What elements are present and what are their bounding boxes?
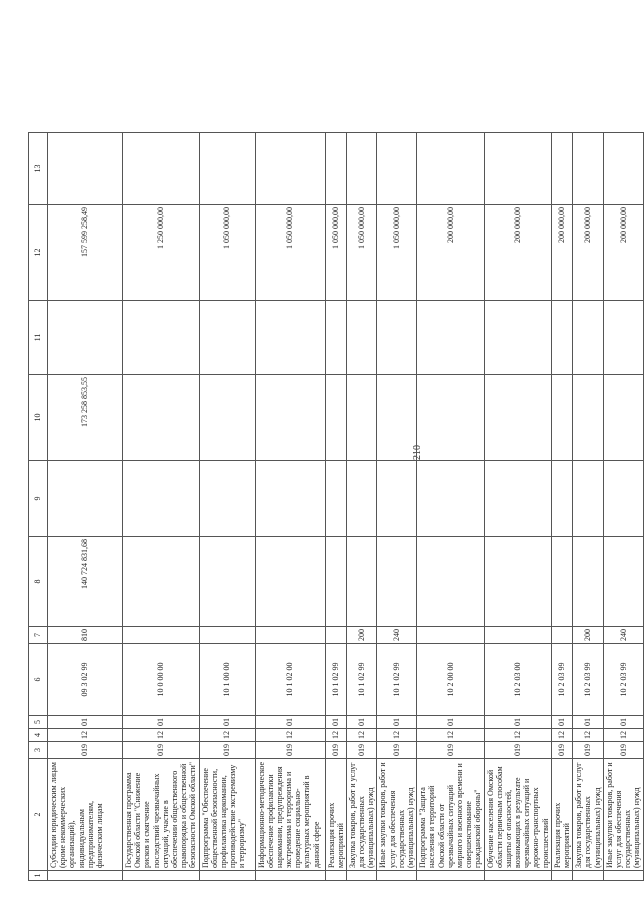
cell-c12: 200 000,00 [417,205,484,301]
cell-c8 [417,537,484,627]
cell-gr: 019 [603,742,643,759]
cell-cs: 10 2 03 99 [603,644,643,716]
column-header-3: 3 [29,742,48,759]
column-header-12: 12 [29,205,48,301]
cell-c9 [255,461,325,537]
table-row [484,133,551,881]
cell-c11 [484,301,551,375]
cell-rz: 12 [551,729,572,742]
cell-index [48,871,123,881]
cell-c10 [325,375,346,461]
table-body [48,133,644,881]
cell-c8 [551,537,572,627]
cell-vr [123,627,200,644]
cell-cs: 10 1 02 99 [325,644,346,716]
page-number: 210 [412,445,423,460]
cell-vr: 240 [603,627,643,644]
cell-gr: 019 [417,742,484,759]
cell-c9 [573,461,604,537]
cell-c9 [123,461,200,537]
cell-c10 [346,375,377,461]
cell-c11 [123,301,200,375]
cell-gr: 019 [377,742,417,759]
cell-gr: 019 [325,742,346,759]
cell-gr: 019 [48,742,123,759]
cell-c13 [551,133,572,205]
cell-vr: 200 [346,627,377,644]
cell-vr [255,627,325,644]
cell-rz: 12 [48,729,123,742]
cell-pr: 01 [255,716,325,729]
cell-rz: 12 [199,729,255,742]
table-row [551,133,572,881]
cell-pr: 01 [551,716,572,729]
cell-pr: 01 [48,716,123,729]
cell-c11 [325,301,346,375]
cell-gr: 019 [573,742,604,759]
header-row [29,133,48,881]
cell-c10 [199,375,255,461]
cell-pr: 01 [573,716,604,729]
cell-c10: 173 258 853,55 [48,375,123,461]
cell-c13 [255,133,325,205]
cell-index [551,871,572,881]
cell-cs: 10 1 02 99 [377,644,417,716]
cell-c12: 1 050 000,00 [325,205,346,301]
cell-name: Государственная программа Омской области "Снижение рисков и смягчение последствий чрезвычайных ситуаций, участие в обеспечении общественного правопорядка и общественной безопасности Омской области" [123,759,200,871]
cell-name: Закупка товаров, работ и услуг для государственных (муниципальных) нужд [346,759,377,871]
cell-vr: 200 [573,627,604,644]
cell-index [484,871,551,881]
column-header-2: 2 [29,759,48,871]
cell-name: Иные закупки товаров, работ и услуг для обеспечения государственных (муниципальных) нужд [603,759,643,871]
column-header-11: 11 [29,301,48,375]
cell-vr [199,627,255,644]
cell-vr [484,627,551,644]
cell-vr: 810 [48,627,123,644]
cell-gr: 019 [199,742,255,759]
cell-pr: 01 [484,716,551,729]
cell-index [123,871,200,881]
cell-c10 [123,375,200,461]
cell-cs: 10 2 03 99 [551,644,572,716]
cell-c8 [199,537,255,627]
cell-name: Субсидии юридическим лицам (кроме некоммерческих организаций), индивидуальным предпринимателям, физическим лицам [48,759,123,871]
cell-c13 [377,133,417,205]
cell-c13 [417,133,484,205]
cell-index [255,871,325,881]
cell-name: Подпрограмма "Обеспечение общественной безопасности, профилактика наркомании, противодействие экстремизму и терроризму" [199,759,255,871]
cell-c13 [123,133,200,205]
cell-gr: 019 [346,742,377,759]
cell-index [573,871,604,881]
cell-c9 [551,461,572,537]
cell-c13 [325,133,346,205]
cell-c10 [377,375,417,461]
cell-vr [551,627,572,644]
cell-vr [417,627,484,644]
cell-rz: 12 [123,729,200,742]
column-header-7: 7 [29,627,48,644]
cell-pr: 01 [199,716,255,729]
cell-c12: 200 000,00 [551,205,572,301]
cell-c8 [346,537,377,627]
cell-c12: 200 000,00 [603,205,643,301]
cell-name: Информационно-методическое обеспечение профилактики наркомании, предупреждения экстремизма и терроризма и проведение социально-культурных мероприятий в данной сфере [255,759,325,871]
cell-rz: 12 [255,729,325,742]
table-row [573,133,604,881]
cell-c11 [573,301,604,375]
cell-name: Обучение населения Омской области первичным способам защиты от опасностей, возникающих в результате чрезвычайных ситуаций и дорожно-транспортных происшествий [484,759,551,871]
cell-c8 [325,537,346,627]
table-row [325,133,346,881]
cell-c9 [48,461,123,537]
budget-table [28,132,644,881]
table-row [603,133,643,881]
cell-c13 [573,133,604,205]
cell-rz: 12 [603,729,643,742]
cell-c12: 1 050 000,00 [199,205,255,301]
cell-c12: 1 050 000,00 [255,205,325,301]
cell-c9 [484,461,551,537]
table-row [255,133,325,881]
table-row [123,133,200,881]
cell-rz: 12 [417,729,484,742]
cell-c9 [377,461,417,537]
cell-c11 [603,301,643,375]
cell-index [417,871,484,881]
cell-gr: 019 [255,742,325,759]
cell-c8: 140 724 831,68 [48,537,123,627]
cell-c11 [551,301,572,375]
cell-pr: 01 [417,716,484,729]
cell-c8 [603,537,643,627]
cell-name: Реализация прочих мероприятий [551,759,572,871]
cell-rz: 12 [325,729,346,742]
cell-cs: 10 2 00 00 [417,644,484,716]
cell-name: Подпрограмма "Защита населения и территорий Омской области от чрезвычайных ситуаций мирного и военного времени и совершенствование гражданской обороны" [417,759,484,871]
column-header-6: 6 [29,644,48,716]
cell-c12: 200 000,00 [573,205,604,301]
cell-cs: 10 1 02 00 [255,644,325,716]
cell-c8 [123,537,200,627]
cell-name: Иные закупки товаров, работ и услуг для обеспечения государственных (муниципальных) нужд [377,759,417,871]
table-row [377,133,417,881]
cell-cs: 10 0 00 00 [123,644,200,716]
cell-vr: 240 [377,627,417,644]
table-row [346,133,377,881]
cell-name: Реализация прочих мероприятий [325,759,346,871]
cell-c12: 1 050 000,00 [346,205,377,301]
cell-pr: 01 [603,716,643,729]
column-header-4: 4 [29,729,48,742]
cell-rz: 12 [484,729,551,742]
cell-c13 [48,133,123,205]
cell-c9 [417,461,484,537]
cell-cs: 10 2 03 00 [484,644,551,716]
table-row [199,133,255,881]
cell-index [377,871,417,881]
cell-pr: 01 [123,716,200,729]
cell-c8 [255,537,325,627]
cell-c11 [346,301,377,375]
cell-c12: 200 000,00 [484,205,551,301]
cell-index [346,871,377,881]
cell-gr: 019 [551,742,572,759]
column-header-1: 1 [29,871,48,881]
cell-c13 [346,133,377,205]
cell-cs: 09 3 02 99 [48,644,123,716]
table-row [417,133,484,881]
cell-gr: 019 [484,742,551,759]
cell-gr: 019 [123,742,200,759]
cell-c9 [199,461,255,537]
cell-c11 [417,301,484,375]
cell-c12: 1 050 000,00 [377,205,417,301]
cell-cs: 10 1 02 99 [346,644,377,716]
cell-c12: 1 250 000,00 [123,205,200,301]
cell-c10 [255,375,325,461]
cell-c11 [255,301,325,375]
cell-c13 [199,133,255,205]
cell-c9 [325,461,346,537]
column-header-9: 9 [29,461,48,537]
cell-c11 [377,301,417,375]
cell-c10 [573,375,604,461]
cell-c8 [573,537,604,627]
cell-c10 [484,375,551,461]
cell-c11 [48,301,123,375]
cell-index [325,871,346,881]
cell-pr: 01 [346,716,377,729]
cell-cs: 10 2 03 99 [573,644,604,716]
cell-c10 [603,375,643,461]
column-header-5: 5 [29,716,48,729]
cell-c8 [377,537,417,627]
column-header-13: 13 [29,133,48,205]
cell-cs: 10 1 00 00 [199,644,255,716]
cell-pr: 01 [325,716,346,729]
column-header-10: 10 [29,375,48,461]
cell-c10 [551,375,572,461]
column-header-8: 8 [29,537,48,627]
cell-name: Закупка товаров, работ и услуг для государственных (муниципальных) нужд [573,759,604,871]
cell-index [603,871,643,881]
cell-c12: 157 599 258,49 [48,205,123,301]
cell-c10 [417,375,484,461]
cell-vr [325,627,346,644]
cell-c9 [346,461,377,537]
cell-index [199,871,255,881]
cell-c13 [603,133,643,205]
cell-rz: 12 [573,729,604,742]
cell-c8 [484,537,551,627]
cell-pr: 01 [377,716,417,729]
cell-rz: 12 [377,729,417,742]
cell-c9 [603,461,643,537]
cell-c13 [484,133,551,205]
cell-c11 [199,301,255,375]
cell-rz: 12 [346,729,377,742]
table-row [48,133,123,881]
